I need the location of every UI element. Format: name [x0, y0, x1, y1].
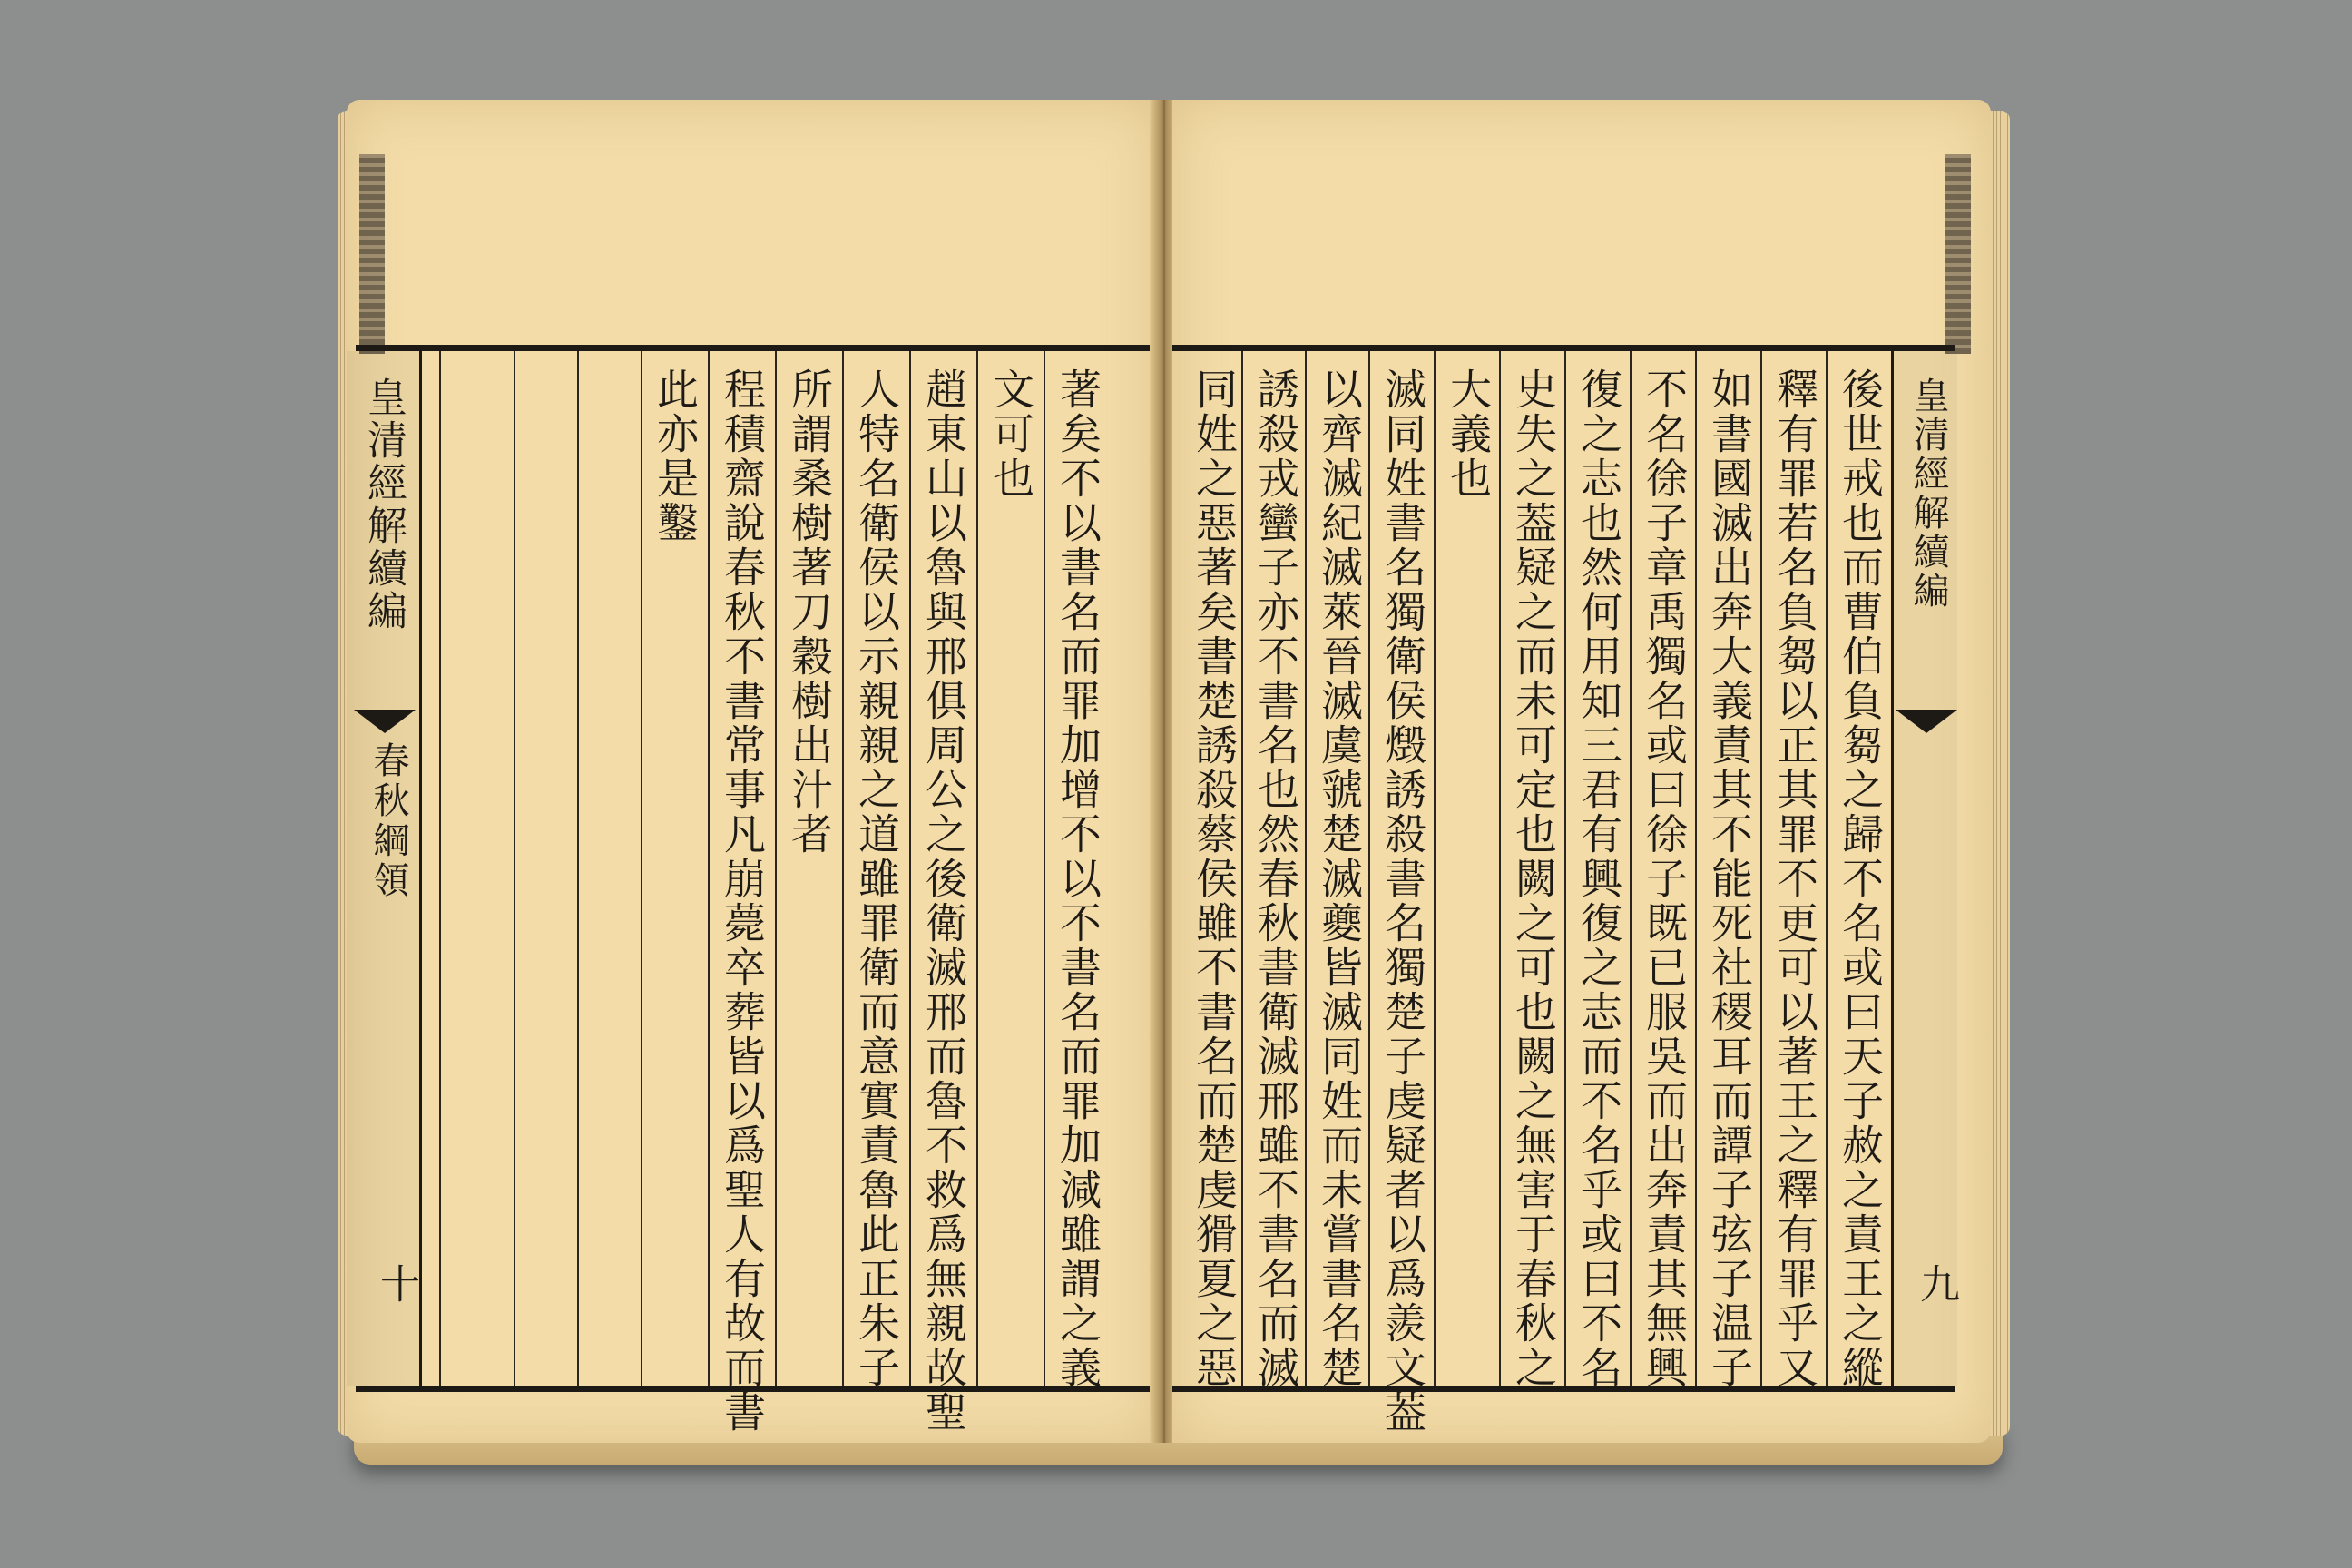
left-text-frame	[356, 345, 1156, 1435]
column-text: 此亦是鑿	[651, 368, 700, 545]
column-text: 復之志也然何用知三君有興復之志而不名乎或曰不名	[1574, 368, 1623, 1390]
right-page	[1172, 100, 1991, 1443]
left-bank-margin	[347, 351, 422, 1386]
fishtail-mark	[354, 710, 416, 733]
fishtail-mark	[1896, 710, 1957, 733]
text-column	[708, 351, 777, 1435]
column-text: 滅同姓書名獨衛侯燬誘殺書名獨楚子虔疑者以爲羨文葢	[1378, 368, 1427, 1435]
text-column	[775, 351, 844, 1386]
text-column	[1499, 351, 1566, 1390]
text-column	[1760, 351, 1828, 1390]
page-number: 九	[1913, 1263, 1959, 1303]
text-column	[842, 351, 911, 1390]
text-column	[641, 351, 710, 1386]
text-column	[1630, 351, 1697, 1390]
column-text: 趙東山以魯與邢俱周公之後衛滅邢而魯不救爲無親故聖	[919, 368, 968, 1435]
column-text: 如書國滅出奔大義責其不能死社稷耳而譚子弦子温子	[1705, 368, 1754, 1390]
text-column	[514, 351, 579, 1386]
right-text-frame	[1172, 345, 1959, 1435]
text-column	[976, 351, 1045, 1386]
open-book	[338, 83, 2010, 1499]
page-number: 十	[373, 1263, 419, 1303]
text-column	[909, 351, 978, 1435]
bleed-through-mark	[1945, 154, 1971, 354]
book-title: 皇清經解續編	[360, 377, 407, 632]
column-text: 不名徐子章禹獨名或曰徐子既已服吳而出奔責其無興	[1640, 368, 1689, 1390]
text-column	[439, 351, 515, 1386]
book-title: 皇清經解續編	[1907, 377, 1949, 611]
text-column	[1695, 351, 1762, 1390]
bleed-through-mark	[359, 154, 385, 354]
text-column	[1368, 351, 1436, 1435]
column-text: 以齊滅紀滅萊晉滅虞虢楚滅夔皆滅同姓而未嘗書名楚	[1315, 368, 1364, 1390]
column-text: 程積齋說春秋不書常事凡崩薨卒葬皆以爲聖人有故而書	[718, 368, 767, 1435]
text-column	[1044, 351, 1112, 1390]
left-page	[347, 100, 1156, 1443]
text-column	[577, 351, 642, 1386]
column-text: 大義也	[1444, 368, 1493, 501]
text-column	[1434, 351, 1501, 1386]
text-column	[1181, 351, 1241, 1390]
chapter-title: 春秋綱領	[368, 741, 409, 901]
column-text: 著矣不以書名而罪加增不以不書名而罪加減雖謂之義	[1054, 368, 1102, 1390]
column-text: 同姓之惡著矣書楚誘殺蔡侯雖不書名而楚虔猾夏之惡	[1190, 368, 1239, 1390]
text-column	[1826, 351, 1893, 1390]
column-text: 釋有罪若名負芻以正其罪不更可以著王之釋有罪乎又	[1770, 368, 1819, 1390]
text-column	[1564, 351, 1632, 1390]
column-text: 所謂桑樹著刀穀樹出汁者	[785, 368, 834, 857]
column-text: 人特名衛侯以示親親之道雖罪衛而意實責魯此正朱子	[852, 368, 901, 1390]
column-text: 史失之葢疑之而未可定也闕之可也闕之無害于春秋之	[1509, 368, 1558, 1390]
column-text: 後世戒也而曹伯負芻之歸不名或曰天子赦之責王之縱	[1836, 368, 1885, 1390]
right-bank-margin	[1891, 351, 1957, 1386]
column-text: 文可也	[986, 368, 1035, 501]
text-column	[1305, 351, 1370, 1390]
column-text: 誘殺戎蠻子亦不書名也然春秋書衛滅邢雖不書名而滅	[1251, 368, 1300, 1390]
text-column	[1241, 351, 1307, 1390]
